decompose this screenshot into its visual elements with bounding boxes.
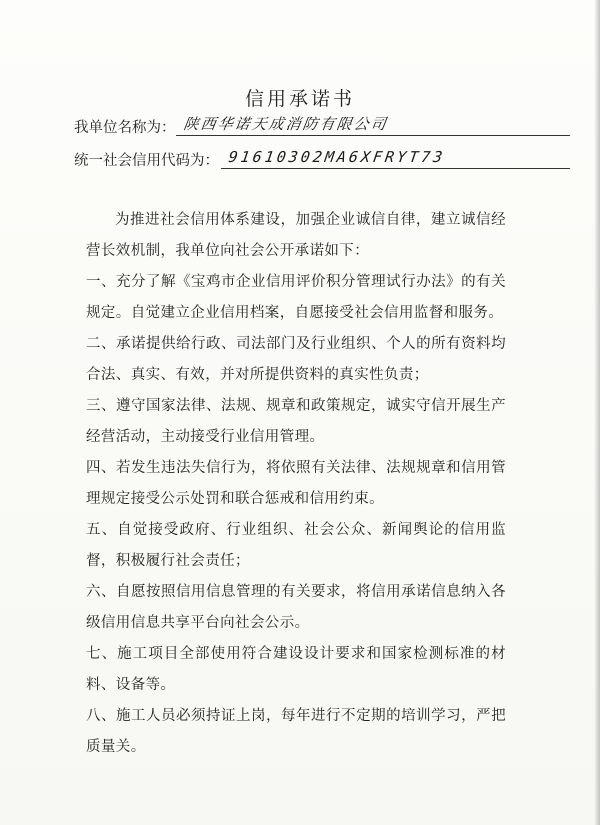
commitment-item-1: 一、充分了解《宝鸡市企业信用评价积分管理试行办法》的有关规定。自觉建立企业信用档案，自愿接受社会信用监督和服务。 xyxy=(86,274,506,321)
unit-name-handwritten-value: 陕西华诺天成消防有限公司 xyxy=(176,113,573,136)
commitment-item-2: 二、承诺提供给行政、司法部门及行业组织、个人的所有资料均合法、真实、有效，并对所提供资料的真实性负责； xyxy=(86,336,506,383)
scan-edge-shadow xyxy=(594,0,600,825)
credit-code-label: 统一社会信用代码为： xyxy=(74,153,219,169)
document-title: 信用承诺书 xyxy=(244,88,355,110)
commitment-item-6: 六、自愿按照信用信息管理的有关要求，将信用承诺信息纳入各级信用信息共享平台向社会公示。 xyxy=(86,584,506,631)
commitment-item-4: 四、若发生违法失信行为，将依照有关法律、法规规章和信用管理规定接受公示处罚和联合惩戒和信用约束。 xyxy=(86,460,506,507)
commitment-item-8: 八、施工人员必须持证上岗，每年进行不定期的培训学习，严把质量关。 xyxy=(86,708,506,755)
credit-code-handwritten-value: 91610302MA6XFRYT73 xyxy=(221,146,573,169)
unit-name-label: 我单位名称为： xyxy=(74,120,176,136)
commitment-item-5: 五、自觉接受政府、行业组织、社会公众、新闻舆论的信用监督，积极履行社会责任； xyxy=(86,522,506,569)
intro-paragraph: 为推进社会信用体系建设，加强企业诚信自律，建立诚信经营长效机制，我单位向社会公开承诺如下： xyxy=(86,212,506,259)
commitment-item-7: 七、施工项目全部使用符合建设设计要求和国家检测标准的材料、设备等。 xyxy=(86,646,506,693)
commitment-item-3: 三、遵守国家法律、法规、规章和政策规定，诚实守信开展生产经营活动，主动接受行业信用管理。 xyxy=(86,398,506,445)
